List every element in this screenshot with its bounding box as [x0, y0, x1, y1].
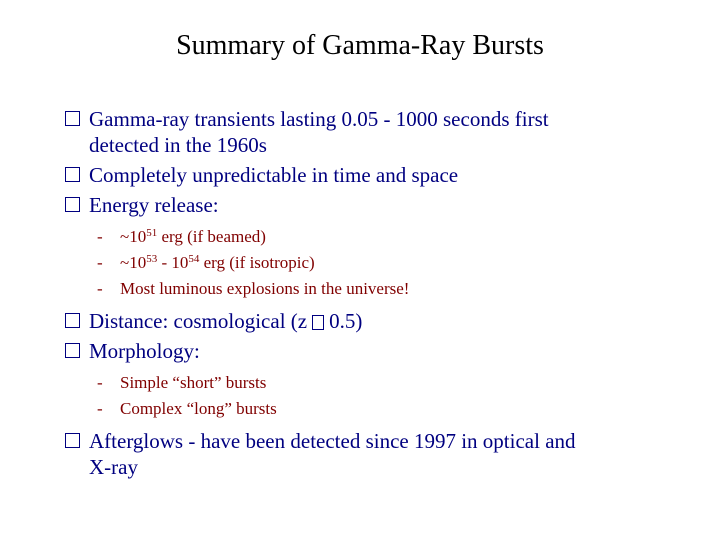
dash-marker: - [97, 399, 103, 418]
energy-suffix: erg (if isotropic) [199, 253, 315, 272]
bullet-distance [64, 308, 664, 334]
energy-item-isotropic [64, 250, 664, 276]
energy-exponent-high: 54 [188, 253, 200, 265]
energy-sublist-container [64, 224, 664, 302]
summary-list [64, 106, 664, 480]
dash-marker: - [97, 373, 103, 392]
bullet-text-line-2: X-ray [89, 455, 138, 479]
energy-exponent: 51 [146, 227, 158, 239]
dash-marker: - [97, 227, 103, 246]
missing-glyph-icon [312, 315, 324, 330]
morphology-text: Complex “long” bursts [120, 399, 277, 418]
energy-exponent-low: 53 [146, 253, 158, 265]
distance-text-before: Distance: cosmological (z [89, 309, 308, 333]
bullet-text-line-1: Afterglows - have been detected since 1997 in optical and [89, 429, 576, 453]
bullet-energy-release [64, 192, 664, 218]
energy-suffix: erg (if beamed) [157, 227, 266, 246]
morphology-sublist-container [64, 370, 664, 422]
bullet-text-line-1: Gamma-ray transients lasting 0.05 - 1000 seconds first [89, 107, 549, 131]
bullet-text: Morphology: [89, 339, 200, 363]
morphology-item-short [64, 370, 664, 396]
hollow-square-bullet-icon [65, 167, 80, 182]
bullet-text: Completely unpredictable in time and space [89, 163, 459, 187]
morphology-text: Simple “short” bursts [120, 373, 267, 392]
dash-marker: - [97, 279, 103, 298]
bullet-afterglows [64, 428, 664, 480]
hollow-square-bullet-icon [65, 343, 80, 358]
hollow-square-bullet-icon [65, 433, 80, 448]
energy-middle: - 10 [157, 253, 189, 272]
energy-item-beamed [64, 224, 664, 250]
hollow-square-bullet-icon [65, 313, 80, 328]
hollow-square-bullet-icon [65, 111, 80, 126]
morphology-sublist [64, 370, 664, 422]
bullet-morphology [64, 338, 664, 364]
energy-prefix: ~10 [120, 227, 147, 246]
energy-text: Most luminous explosions in the universe! [120, 279, 410, 298]
morphology-item-long [64, 396, 664, 422]
distance-text-after: 0.5) [329, 309, 363, 333]
dash-marker: - [97, 253, 103, 272]
bullet-gamma-ray-transients [64, 106, 664, 158]
bullet-unpredictable [64, 162, 664, 188]
bullet-text: Energy release: [89, 193, 219, 217]
energy-item-luminous [64, 276, 664, 302]
energy-prefix: ~10 [120, 253, 147, 272]
energy-sublist [64, 224, 664, 302]
slide-title: Summary of Gamma-Ray Bursts [176, 30, 544, 61]
hollow-square-bullet-icon [65, 197, 80, 212]
bullet-text-line-2: detected in the 1960s [89, 133, 267, 157]
